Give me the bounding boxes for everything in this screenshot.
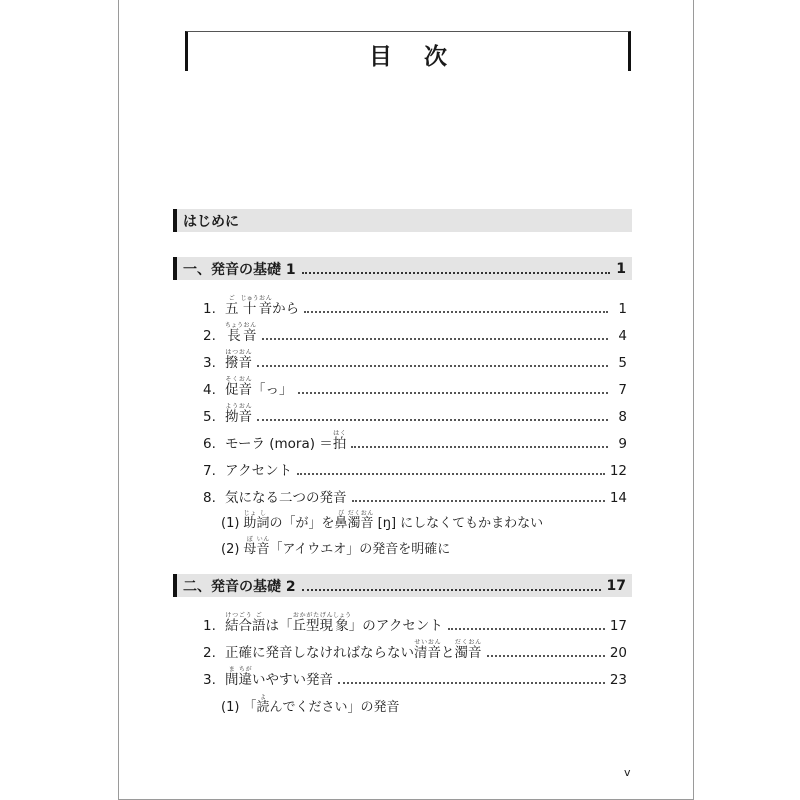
leader-dots bbox=[351, 446, 608, 448]
toc-page bbox=[118, 0, 694, 800]
leader-dots bbox=[262, 338, 608, 340]
toc-item[interactable]: 7. アクセント 12 bbox=[203, 453, 627, 479]
toc-item-label: 気になる二つの発音 bbox=[225, 490, 347, 506]
title-frame bbox=[185, 31, 631, 71]
section-1[interactable] bbox=[173, 257, 632, 280]
toc-subitem[interactable]: (1) 「読よんでください」の発音 bbox=[221, 694, 400, 715]
toc-subitem[interactable]: (2) 母ぼ音いん「アイウエオ」の発音を明確に bbox=[221, 536, 451, 557]
leader-dots bbox=[302, 272, 611, 274]
toc-item-label: 五ご 十じゅう音おんから bbox=[225, 295, 300, 317]
toc-item[interactable]: 6. モーラ (mora) ＝拍はく 9 bbox=[203, 430, 627, 452]
toc-subitem-label: 助じょ詞しの「が」を鼻び濁だく音おん [ŋ] にしなくてもかまわない bbox=[243, 510, 544, 531]
section-intro-label: はじめに bbox=[183, 213, 239, 230]
leader-dots bbox=[338, 682, 605, 684]
toc-item[interactable]: 8. 気になる二つの発音 14 bbox=[203, 480, 627, 506]
page-title: 目 次 bbox=[368, 43, 459, 70]
toc-item[interactable]: 5. 拗よう音おん 8 bbox=[203, 403, 627, 425]
toc-item-label: アクセント bbox=[225, 463, 293, 479]
toc-item[interactable]: 1. 結けつ合ごう語ごは「丘おか型がた現げん象しょう」のアクセント 17 bbox=[203, 612, 627, 634]
leader-dots bbox=[257, 419, 608, 421]
leader-dots bbox=[297, 473, 605, 475]
toc-item-label: 長ちょう音おん bbox=[225, 322, 257, 344]
toc-subitem-label: 「読よんでください」の発音 bbox=[243, 694, 400, 715]
section-2-label: 二、発音の基礎 2 bbox=[183, 578, 296, 595]
toc-item[interactable]: 4. 促そく音おん「っ」 7 bbox=[203, 376, 627, 398]
toc-subitem[interactable]: (1) 助じょ詞しの「が」を鼻び濁だく音おん [ŋ] にしなくてもかまわない bbox=[221, 510, 544, 531]
toc-item[interactable]: 2. 長ちょう音おん 4 bbox=[203, 322, 627, 344]
toc-item-label: 間ま違ちがいやすい発音 bbox=[225, 666, 333, 688]
toc-item[interactable]: 3. 撥はつ音おん 5 bbox=[203, 349, 627, 371]
section-2-page: 17 bbox=[606, 577, 626, 594]
toc-item-label: 拗よう音おん bbox=[225, 403, 252, 425]
page-folio: v bbox=[624, 766, 631, 779]
toc-item-label: モーラ (mora) ＝拍はく bbox=[225, 430, 347, 452]
toc-item[interactable]: 2. 正確に発音しなければならない清せい音おんと濁だく音おん 20 bbox=[203, 639, 627, 661]
toc-item-label: 撥はつ音おん bbox=[225, 349, 252, 371]
toc-item-label: 正確に発音しなければならない清せい音おんと濁だく音おん bbox=[225, 639, 482, 661]
section-2[interactable] bbox=[173, 574, 632, 597]
toc-item-label: 促そく音おん「っ」 bbox=[225, 376, 293, 398]
toc-subitem-label: 母ぼ音いん「アイウエオ」の発音を明確に bbox=[243, 536, 451, 557]
leader-dots bbox=[302, 589, 601, 591]
section-1-page: 1 bbox=[616, 260, 626, 277]
section-1-label: 一、発音の基礎 1 bbox=[183, 261, 296, 278]
leader-dots bbox=[448, 628, 605, 630]
toc-item-label: 結けつ合ごう語ごは「丘おか型がた現げん象しょう」のアクセント bbox=[225, 612, 443, 634]
section-intro[interactable] bbox=[173, 209, 632, 232]
leader-dots bbox=[487, 655, 605, 657]
toc-item[interactable]: 1. 五ご 十じゅう音おんから 1 bbox=[203, 295, 627, 317]
leader-dots bbox=[298, 392, 609, 394]
leader-dots bbox=[352, 500, 605, 502]
leader-dots bbox=[257, 365, 608, 367]
leader-dots bbox=[304, 311, 608, 313]
toc-item[interactable]: 3. 間ま違ちがいやすい発音 23 bbox=[203, 666, 627, 688]
